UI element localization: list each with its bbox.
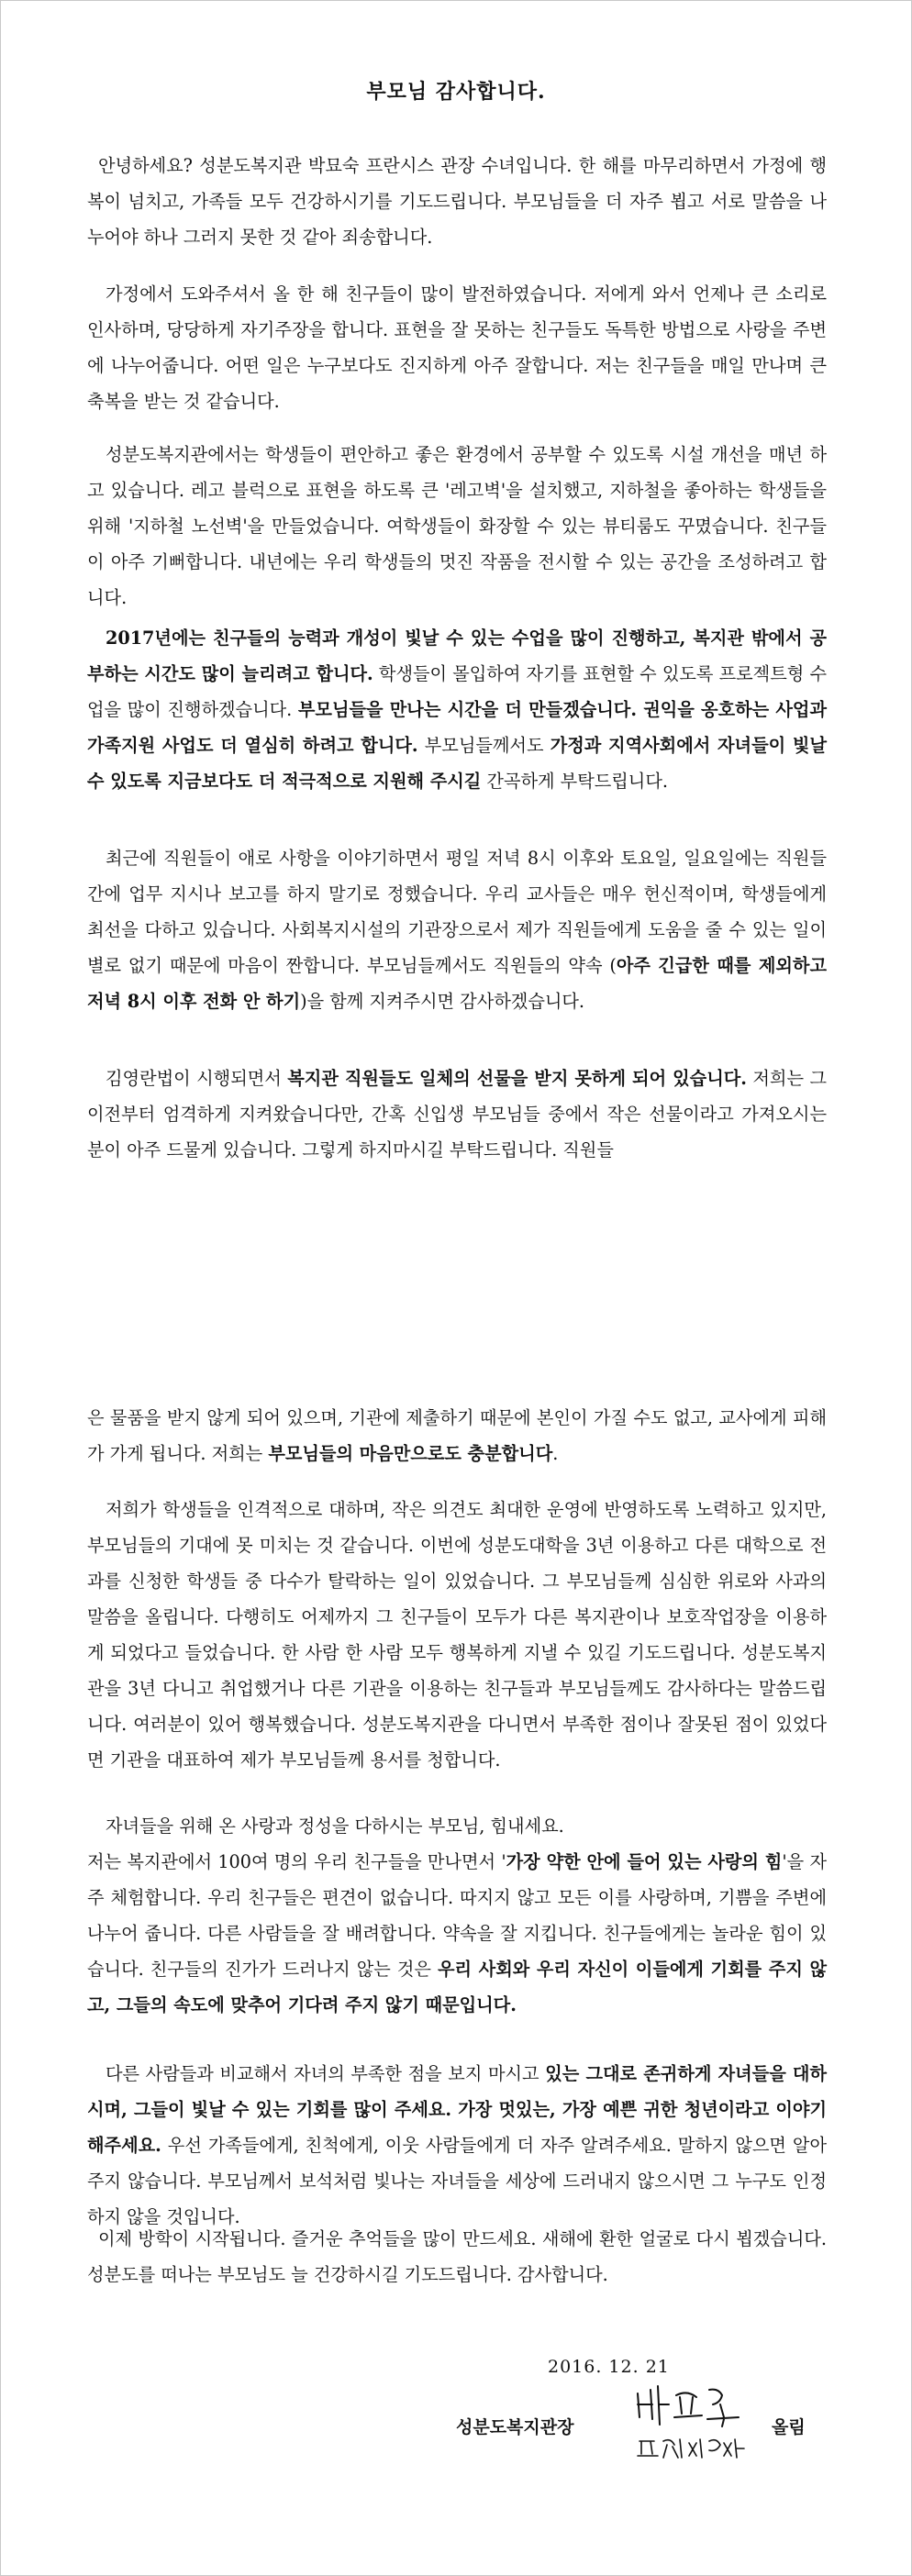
paragraph-gift-policy: [87, 1060, 827, 1168]
encourage-bold-1: 가장 약한 안에 들어 있는 사랑의 힘: [506, 1851, 783, 1872]
paragraph-facilities: 성분도복지관에서는 학생들이 편안하고 좋은 환경에서 공부할 수 있도록 시설 개선을 매년 하고 있습니다. 레고 블럭으로 표현을 하도록 큰 '레고벽'을 설치했고, 지하철을 좋아하는 학생들을 위해 '지하철 노선벽'을 만들었습니다. 여학생들이 화장할 수 있는 뷰티룸도 꾸몄습니다. 친구들이 아주 기뻐합니다. 내년에는 우리 학생들의 멋진 작품을 전시할 수 있는 공간을 조성하려고 합니다.: [87, 444, 827, 608]
plans-text-1: 학생들이 몰입하여 자기를 표현할 수 있도록 프로젝트형 수업을 많이 진행하겠습니다.: [87, 663, 827, 720]
plans-text-2: 부모님들께서도: [417, 735, 551, 756]
paragraph-staff-hours: [87, 840, 827, 1019]
gift-cont-text-2: .: [552, 1443, 559, 1464]
staff-bold-1: 아주 긴급한 때를 제외하고 저녁 8시 이후 전화 안 하기: [87, 955, 827, 1012]
paragraph-plans-2017: [87, 620, 827, 799]
letter-date: 2016. 12. 21: [548, 2357, 670, 2377]
paragraph-greeting: 안녕하세요? 성분도복지관 박묘숙 프란시스 관장 수녀입니다. 한 해를 마무리하면서 가정에 행복이 넘치고, 가족들 모두 건강하시기를 기도드립니다. 부모님들을 더 자주 뵙고 서로 말씀을 나누어야 하나 그러지 못한 것 같아 죄송합니다.: [87, 155, 827, 248]
encourage-text-1: 자녀들을 위해 온 사랑과 정성을 다하시는 부모님, 힘내세요.: [106, 1815, 564, 1837]
paragraph-request: [87, 2056, 827, 2235]
plans-bold-1: 2017년에는 친구들의 능력과 개성이 빛날 수 있는 수업을 많이 진행하고, 복지관 밖에서 공부하는 시간도 많이 늘리려고 합니다.: [87, 627, 827, 684]
handwritten-signature: [632, 2377, 750, 2465]
encourage-text-2: 저는 복지관에서 100여 명의 우리 친구들을 만나면서 ': [87, 1851, 506, 1872]
request-text-2: 우선 가족들에게, 친척에게, 이웃 사람들에게 더 자주 알려주세요. 말하지 않으면 알아주지 않습니다. 부모님께서 보석처럼 빛나는 자녀들을 세상에 드러내지 않으시면 그 누구도 인정하지 않을 것입니다.: [87, 2135, 827, 2227]
paragraph-apology: 저희가 학생들을 인격적으로 대하며, 작은 의견도 최대한 운영에 반영하도록 노력하고 있지만, 부모님들의 기대에 못 미치는 것 같습니다. 이번에 성분도대학을 3년 이용하고 다른 대학으로 전과를 신청한 학생들 중 다수가 탈락하는 일이 있었습니다. 그 부모님들께 심심한 위로와 사과의 말씀을 올립니다. 다행히도 어제까지 그 친구들이 모두가 다른 복지관이나 보호작업장을 이용하게 되었다고 들었습니다. 한 사람 한 사람 모두 행복하게 지낼 수 있길 기도드립니다. 성분도복지관을 3년 다니고 취업했거나 다른 기관을 이용하는 친구들과 부모님들께도 감사하다는 말씀드립니다. 여러분이 있어 행복했습니다. 성분도복지관을 다니면서 부족한 점이나 잘못된 점이 있었다면 기관을 대표하여 제가 부모님들께 용서를 청합니다.: [87, 1499, 827, 1771]
paragraph-gift-policy-continued: [87, 1400, 827, 1471]
signer-organization: 성분도복지관장: [456, 2417, 574, 2437]
staff-text-2: )을 함께 지켜주시면 감사하겠습니다.: [300, 991, 585, 1012]
paragraph-closing: 이제 방학이 시작됩니다. 즐거운 추억들을 많이 만드세요. 새해에 환한 얼굴로 다시 뵙겠습니다. 성분도를 떠나는 부모님도 늘 건강하시길 기도드립니다. 감사합니다.: [87, 2228, 827, 2285]
closing-word: 올림: [772, 2417, 806, 2437]
request-text-1: 다른 사람들과 비교해서 자녀의 부족한 점을 보지 마시고: [106, 2063, 546, 2084]
paragraph-encouragement: [87, 1808, 827, 2023]
encourage-bold-2: 우리 사회와 우리 자신이 이들에게 기회를 주지 않고, 그들의 속도에 맞추어 기다려 주지 않기 때문입니다.: [87, 1959, 828, 2015]
plans-bold-2: 부모님들을 만나는 시간을 더 만들겠습니다. 권익을 옹호하는 사업과 가족지원 사업도 더 열심히 하려고 합니다.: [87, 699, 827, 756]
request-bold-1: 있는 그대로 존귀하게 자녀들을 대하시며, 그들이 빛날 수 있는 기회를 많이 주세요. 가장 멋있는, 가장 예쁜 귀한 청년이라고 이야기해주세요.: [87, 2063, 827, 2156]
plans-text-3: 간곡하게 부탁드립니다.: [481, 771, 668, 792]
paragraph-progress: 가정에서 도와주셔서 올 한 해 친구들이 많이 발전하였습니다. 저에게 와서 언제나 큰 소리로 인사하며, 당당하게 자기주장을 합니다. 표현을 잘 못하는 친구들도 독특한 방법으로 사랑을 주변에 나누어줍니다. 어떤 일은 누구보다도 진지하게 아주 잘합니다. 저는 친구들을 매일 만나며 큰 축복을 받는 것 같습니다.: [87, 283, 827, 412]
plans-bold-3: 가정과 지역사회에서 자녀들이 빛날 수 있도록 지금보다도 더 적극적으로 지원해 주시길: [87, 735, 827, 792]
gift-cont-bold-1: 부모님들의 마음만으로도 충분합니다: [268, 1443, 553, 1464]
gift-text-2: 저희는 그 이전부터 엄격하게 지켜왔습니다만, 간혹 신입생 부모님들 중에서 작은 선물이라고 가져오시는 분이 아주 드물게 있습니다. 그렇게 하지마시길 부탁드립니다. 직원들: [87, 1068, 827, 1160]
gift-text-1: 김영란법이 시행되면서: [106, 1068, 288, 1089]
encourage-text-3: '을 자주 체험합니다. 우리 친구들은 편견이 없습니다. 따지지 않고 모든 이를 사랑하며, 기쁨을 주변에 나누어 줍니다. 다른 사람들을 잘 배려합니다. 약속을 잘 지킵니다. 친구들에게는 놀라운 힘이 있습니다. 친구들의 진가가 드러나지 않는 것은: [87, 1851, 827, 1980]
gift-bold-1: 복지관 직원들도 일체의 선물을 받지 못하게 되어 있습니다.: [287, 1068, 747, 1089]
gift-cont-text-1: 은 물품을 받지 않게 되어 있으며, 기관에 제출하기 때문에 본인이 가질 수도 없고, 교사에게 피해가 가게 됩니다. 저희는: [87, 1407, 827, 1464]
staff-text-1: 최근에 직원들이 애로 사항을 이야기하면서 평일 저녁 8시 이후와 토요일, 일요일에는 직원들 간에 업무 지시나 보고를 하지 말기로 정했습니다. 우리 교사들은 매우 헌신적이며, 학생들에게 최선을 다하고 있습니다. 사회복지시설의 기관장으로서 제가 직원들에게 도움을 줄 수 있는 일이 별로 없기 때문에 마음이 짠합니다. 부모님들께서도 직원들의 약속 (: [87, 848, 827, 976]
letter-title: 부모님 감사합니다.: [366, 80, 546, 104]
